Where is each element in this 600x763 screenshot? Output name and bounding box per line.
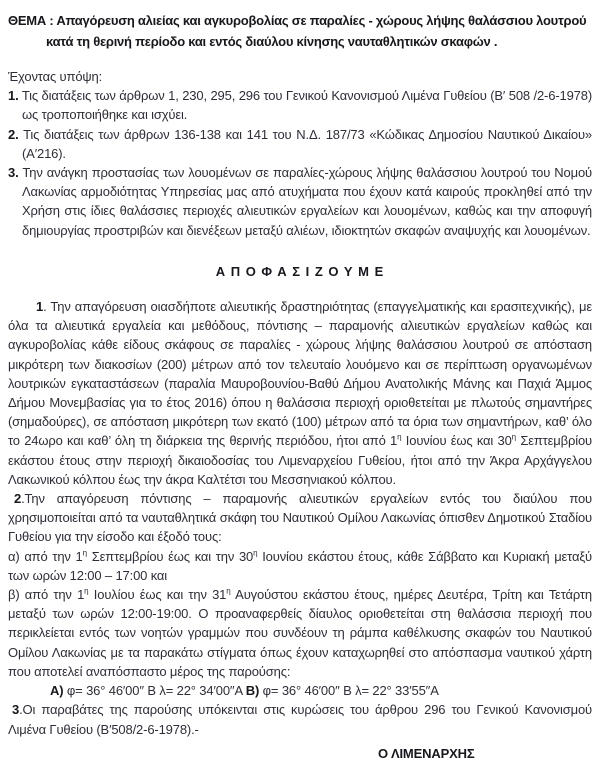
item-number: 1. bbox=[8, 88, 19, 104]
subject-heading: ΘΕΜΑ : Απαγόρευση αλιείας και αγκυροβολίας σε παραλίες - χώρους λήψης θαλάσσιου λουτρού κατά τη θερινή περίοδο και εντός διαύλου κίνησης ναυταθλητικών σκαφών . bbox=[8, 13, 587, 49]
coordinates-line: Α) φ= 36° 46′00′′ Β λ= 22° 34′00′′Α Β) φ= 36° 46′00′′ Β λ= 22° 33′55′′Α bbox=[50, 683, 439, 699]
preamble-intro: Έχοντας υπόψη: bbox=[8, 69, 103, 84]
article-3: 3.Οι παραβάτες της παρούσης υπόκεινται στις κυρώσεις του άρθρου 296 του Γενικού Κανονισμού Λιμένα Γυθείου (Β′508/2-6-1978).- bbox=[8, 702, 592, 737]
article-2: 2.Την απαγόρευση πόντισης – παραμονής αλιευτικών εργαλείων εντός του διαύλου που χρησιμοποιείται από τα ναυταθλητικά σκάφη του Ναυτικού Ομίλου Λακωνίας όπισθεν Δημοτικού Σταδίου Γυθείου για την είσοδο και έξοδό τους: bbox=[8, 491, 592, 545]
item-text: Την ανάγκη προστασίας των λουομένων σε παραλίες-χώρους λήψης θαλάσσιου λουτρού του Νομού Λακωνίας αρμοδιότητας Υπηρεσίας μας από ατυχήματα που έχουν κατά καιρούς προκληθεί από την Χρήση στις ίδιες θαλάσσιες περιοχές αλιευτικών εργαλείων και λουομένων, καθώς και την αποφυγή δημιουργίας προστριβών και διενέξεων μεταξύ αλιέων, ιδιοκτητών σκαφών αναψυχής και λουομένων. bbox=[18, 165, 592, 238]
article-1: 1. Την απαγόρευση οιασδήποτε αλιευτικής δραστηριότητας (επαγγελματικής και ερασιτεχνικής), με όλα τα αλιευτικά εργαλεία και μεθόδους, πόντισης – παραμονής αλιευτικών εργαλείων καθώς και αγκυροβολίας κάθε είδους σκάφους σε παραλίες - χώρους λήψης θαλάσσιου λουτρού σε απόσταση μικρότερη των διακοσίων (200) μέτρων από τον τελευταίο λουόμενο και σε περίπτωση οργανωμένων λουτρικών εγκαταστάσεων (παραλία Μαυροβουνίου-Βαθύ Δήμου Ανατολικής Μάνης και Παχιά Άμμος Δήμου Μονεμβασίας για το έτος 2016) όπου η θαλάσσια περιοχή οριοθετείται με πλωτούς σημαντήρες (σημαδούρες), σε απόσταση μικρότερη των εκατό (100) μέτρων από τα όρια των σημαντήρων, καθ’ όλο το 24ωρο και καθ’ όλη τη διάρκεια της θερινής περιόδου, ήτοι από $1^\eta$ Ιουνίου έως και $30^\eta$ Σεπτεμβρίου εκάστου έτους στην περιοχή δικαιοδοσίας του Λιμεναρχείου Γυθείου, ήτοι από την Άκρα Αρχάγγελου Λακωνικού κόλπου έως την άκρα Καλτέτσι του Μεσσηνιακού κόλπου. bbox=[8, 299, 592, 487]
preamble-item bbox=[8, 163, 592, 240]
item-text: Τις διατάξεις των άρθρων 1, 230, 295, 296 του Γενικού Κανονισμού Λιμένα Γυθείου (Β′ 508 /2-6-1978) ως τροποποιήθηκε και ισχύει. bbox=[18, 88, 592, 123]
article-2b: β) από την $1^\eta$ Ιουλίου έως και την $31^\eta$ Αυγούστου εκάστου έτους, ημέρες Δευτέρα, Τρίτη και Τετάρτη μεταξύ των ωρών 12:00-19:00. Ο προαναφερθείς δίαυλος οριοθετείται στη θαλάσσια περιοχή που περικλείεται εντός των νοητών γραμμών που συνδέουν τη ράμπα καθέλκυσης σκαφών του Ναυτικού Ομίλου Λακωνίας με τα παρακάτω στίγματα όπως έχουν καταχωρηθεί στο απόσπασμα ναυτικού χάρτη που αποτελεί αναπόσπαστο μέρος της παρούσης: bbox=[8, 586, 592, 679]
signature-title: Ο ΛΙΜΕΝΑΡΧΗΣ bbox=[378, 745, 475, 761]
item-number: 2. bbox=[8, 126, 19, 142]
preamble-item bbox=[8, 125, 592, 163]
preamble-item bbox=[8, 86, 592, 124]
decision-heading: Α Π Ο Φ Α Σ Ι Ζ Ο Υ Μ Ε bbox=[215, 263, 385, 279]
item-text: Τις διατάξεις των άρθρων 136-138 και 141 του Ν.Δ. 187/73 «Κώδικας Δημοσίου Ναυτικού Δικαίου» (Α′216). bbox=[18, 126, 592, 161]
item-number: 3. bbox=[8, 165, 19, 181]
article-2a: α) από την $1^\eta$ Σεπτεμβρίου έως και την $30^\eta$ Ιουνίου εκάστου έτους, κάθε Σάββατο και Κυριακή μεταξύ των ωρών 12:00 – 17:00 και bbox=[8, 548, 592, 583]
